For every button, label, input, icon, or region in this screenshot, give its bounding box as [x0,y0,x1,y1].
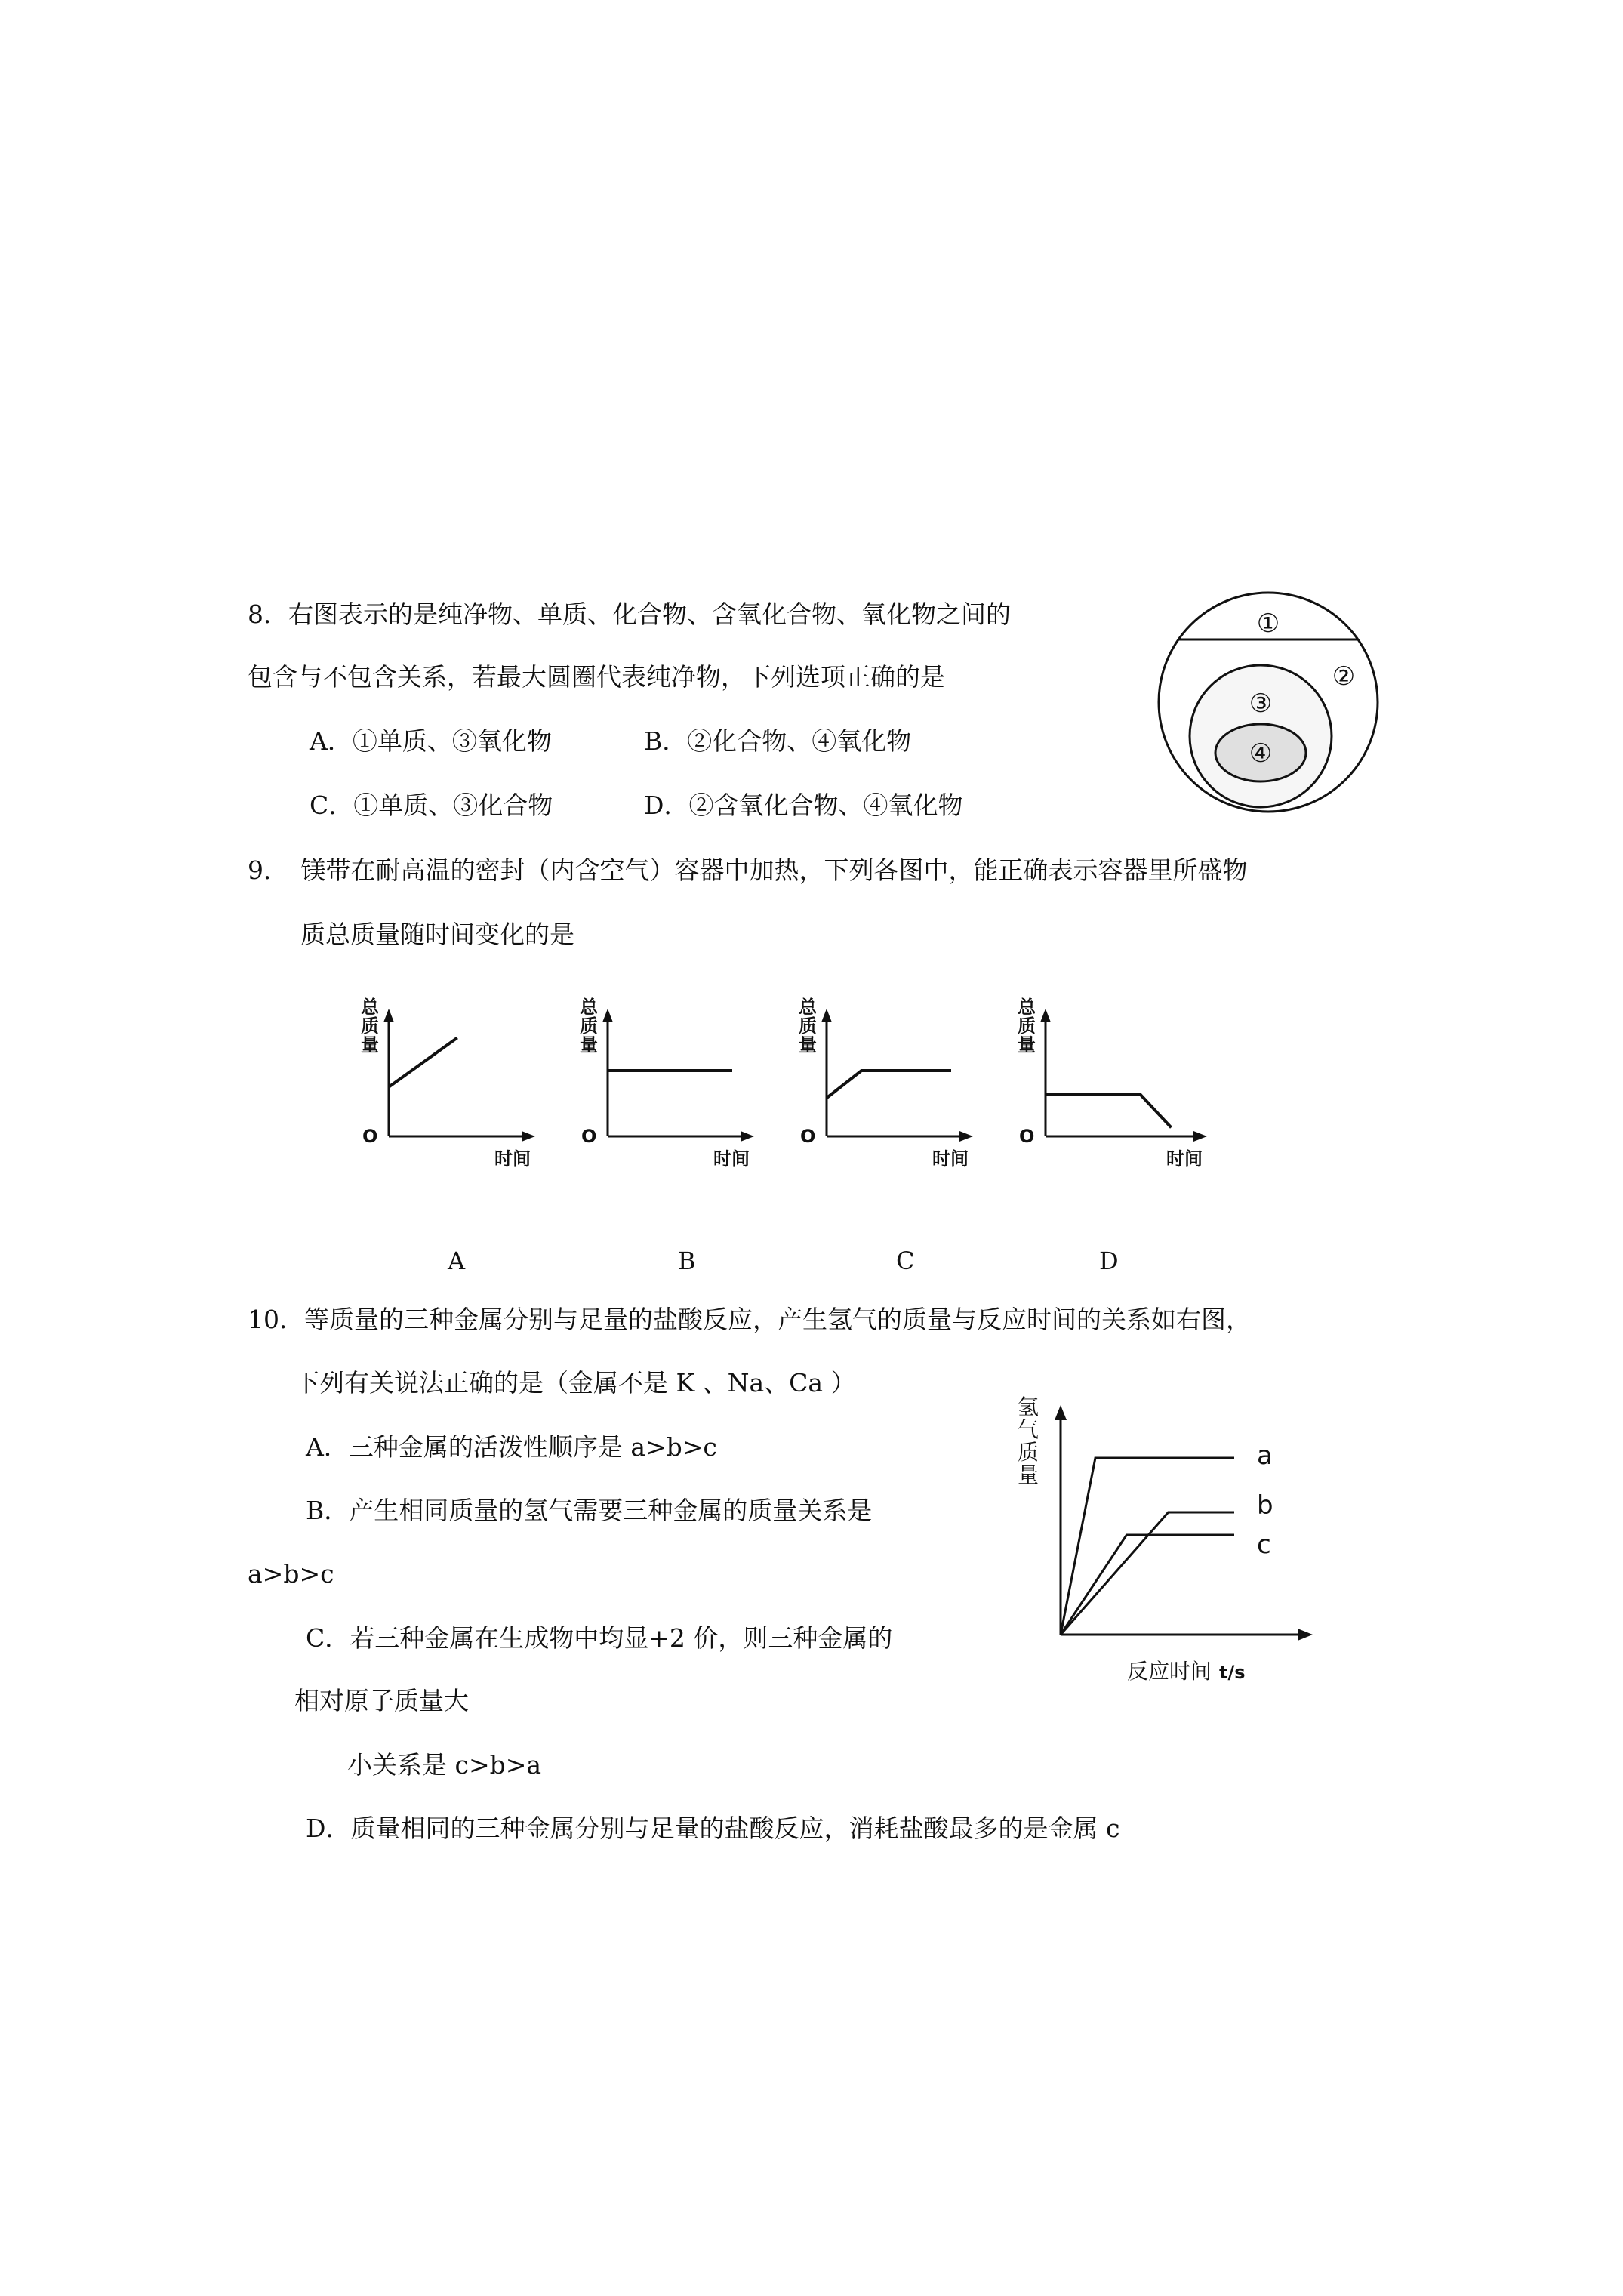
q8-line1: 8．右图表示的是纯净物、单质、化合物、含氧化合物、氧化物之间的 [248,599,1011,629]
x-axis-arrow-icon [1298,1629,1313,1641]
series-line-b [1061,1512,1234,1635]
q10-option-c-line1: C．若三种金属在生成物中均显+2 价，则三种金属的 [306,1623,893,1653]
y-axis-label-char: 质 [361,1015,379,1037]
q9-line1: 9． 镁带在耐高温的密封（内含空气）容器中加热，下列各图中，能正确表示容器里所盛物 [248,855,1248,885]
mass-curve [1046,1095,1172,1128]
region-1-label: ① [1256,609,1280,639]
series-line-c [1061,1535,1234,1635]
origin-label: O [581,1126,597,1147]
q10-option-b-line2: a>b>c [248,1559,334,1589]
y-axis-label-char: 总 [580,997,598,1018]
series-line-a [1061,1458,1234,1635]
y-axis-label-char: 量 [799,1034,817,1056]
q8-option-d: D．②含氧化合物、④氧化物 [644,791,963,820]
region-3-label: ③ [1249,689,1273,719]
region-4-label: ④ [1249,738,1273,769]
q10-option-c-line2: 相对原子质量大 [294,1686,469,1715]
q10-hydrogen-chart [1004,1393,1359,1695]
series-label-c: c [1257,1530,1271,1560]
y-axis-label-char: 量 [580,1034,598,1056]
x-axis-arrow-icon [741,1131,754,1142]
mass-curve [389,1038,457,1087]
x-axis-label: 时间 [932,1148,969,1170]
y-axis-label-char: 质 [1018,1015,1036,1037]
y-axis-arrow-icon [1055,1405,1067,1420]
y-axis-label-char: 量 [1017,1462,1039,1487]
q9-option-label-b: B [678,1247,696,1275]
y-axis-label-char: 总 [1018,997,1036,1018]
series-label-b: b [1257,1490,1273,1521]
y-axis-label-char: 质 [580,1015,598,1037]
y-axis-label-char: 质 [799,1015,817,1037]
q10-option-c-line3: 小关系是 c>b>a [347,1750,542,1780]
y-axis-label-char: 总 [799,997,817,1018]
y-axis-arrow-icon [1040,1009,1051,1022]
y-axis-arrow-icon [602,1009,613,1022]
q8-option-a: A．①单质、③氧化物 [310,726,552,756]
origin-label: O [800,1126,816,1147]
q8-set-diagram [1155,578,1381,819]
mass-curve [827,1071,951,1098]
x-axis-arrow-icon [1193,1131,1207,1142]
q9-graph-b [562,997,766,1170]
y-axis-arrow-icon [821,1009,832,1022]
region-2-label: ② [1332,661,1356,692]
y-axis-label-char: 量 [361,1034,379,1056]
q9-graph-d [1000,997,1227,1170]
q10-line2: 下列有关说法正确的是（金属不是 K 、Na、Ca ） [294,1368,856,1398]
q9-graph-c [781,997,985,1170]
q8-option-b: B．②化合物、④氧化物 [644,726,912,756]
x-axis-label: 反应时间 [1126,1659,1212,1684]
q10-option-a: A．三种金属的活泼性顺序是 a>b>c [306,1432,717,1462]
y-axis-label-char: 总 [361,997,379,1018]
q10-line1: 10．等质量的三种金属分别与足量的盐酸反应，产生氢气的质量与反应时间的关系如右图， [248,1305,1251,1334]
x-axis-label: 时间 [713,1148,750,1170]
q9-option-label-c: C [896,1247,915,1275]
q8-option-c: C．①单质、③化合物 [310,791,553,820]
origin-label: O [1019,1126,1035,1147]
q10-option-d: D．质量相同的三种金属分别与足量的盐酸反应，消耗盐酸最多的是金属 c [306,1814,1120,1843]
q9-option-label-a: A [448,1247,466,1275]
series-label-a: a [1257,1441,1273,1471]
q9-line2: 质总质量随时间变化的是 [300,920,574,949]
x-axis-label: 时间 [1166,1148,1203,1170]
y-axis-label-char: 质 [1017,1440,1039,1465]
origin-label: O [362,1126,378,1147]
q9-option-label-d: D [1099,1247,1119,1275]
y-axis-label-char: 氢 [1017,1395,1039,1419]
x-axis-label: 时间 [494,1148,531,1170]
x-axis-arrow-icon [959,1131,973,1142]
y-axis-label-char: 量 [1018,1034,1036,1056]
x-axis-arrow-icon [522,1131,535,1142]
q10-option-b-line1: B．产生相同质量的氢气需要三种金属的质量关系是 [306,1496,873,1525]
q9-graph-a [343,997,547,1170]
y-axis-arrow-icon [383,1009,394,1022]
x-axis-unit: t/s [1219,1662,1246,1683]
y-axis-label-char: 气 [1017,1417,1039,1442]
q8-line2: 包含与不包含关系，若最大圆圈代表纯净物，下列选项正确的是 [248,662,945,692]
